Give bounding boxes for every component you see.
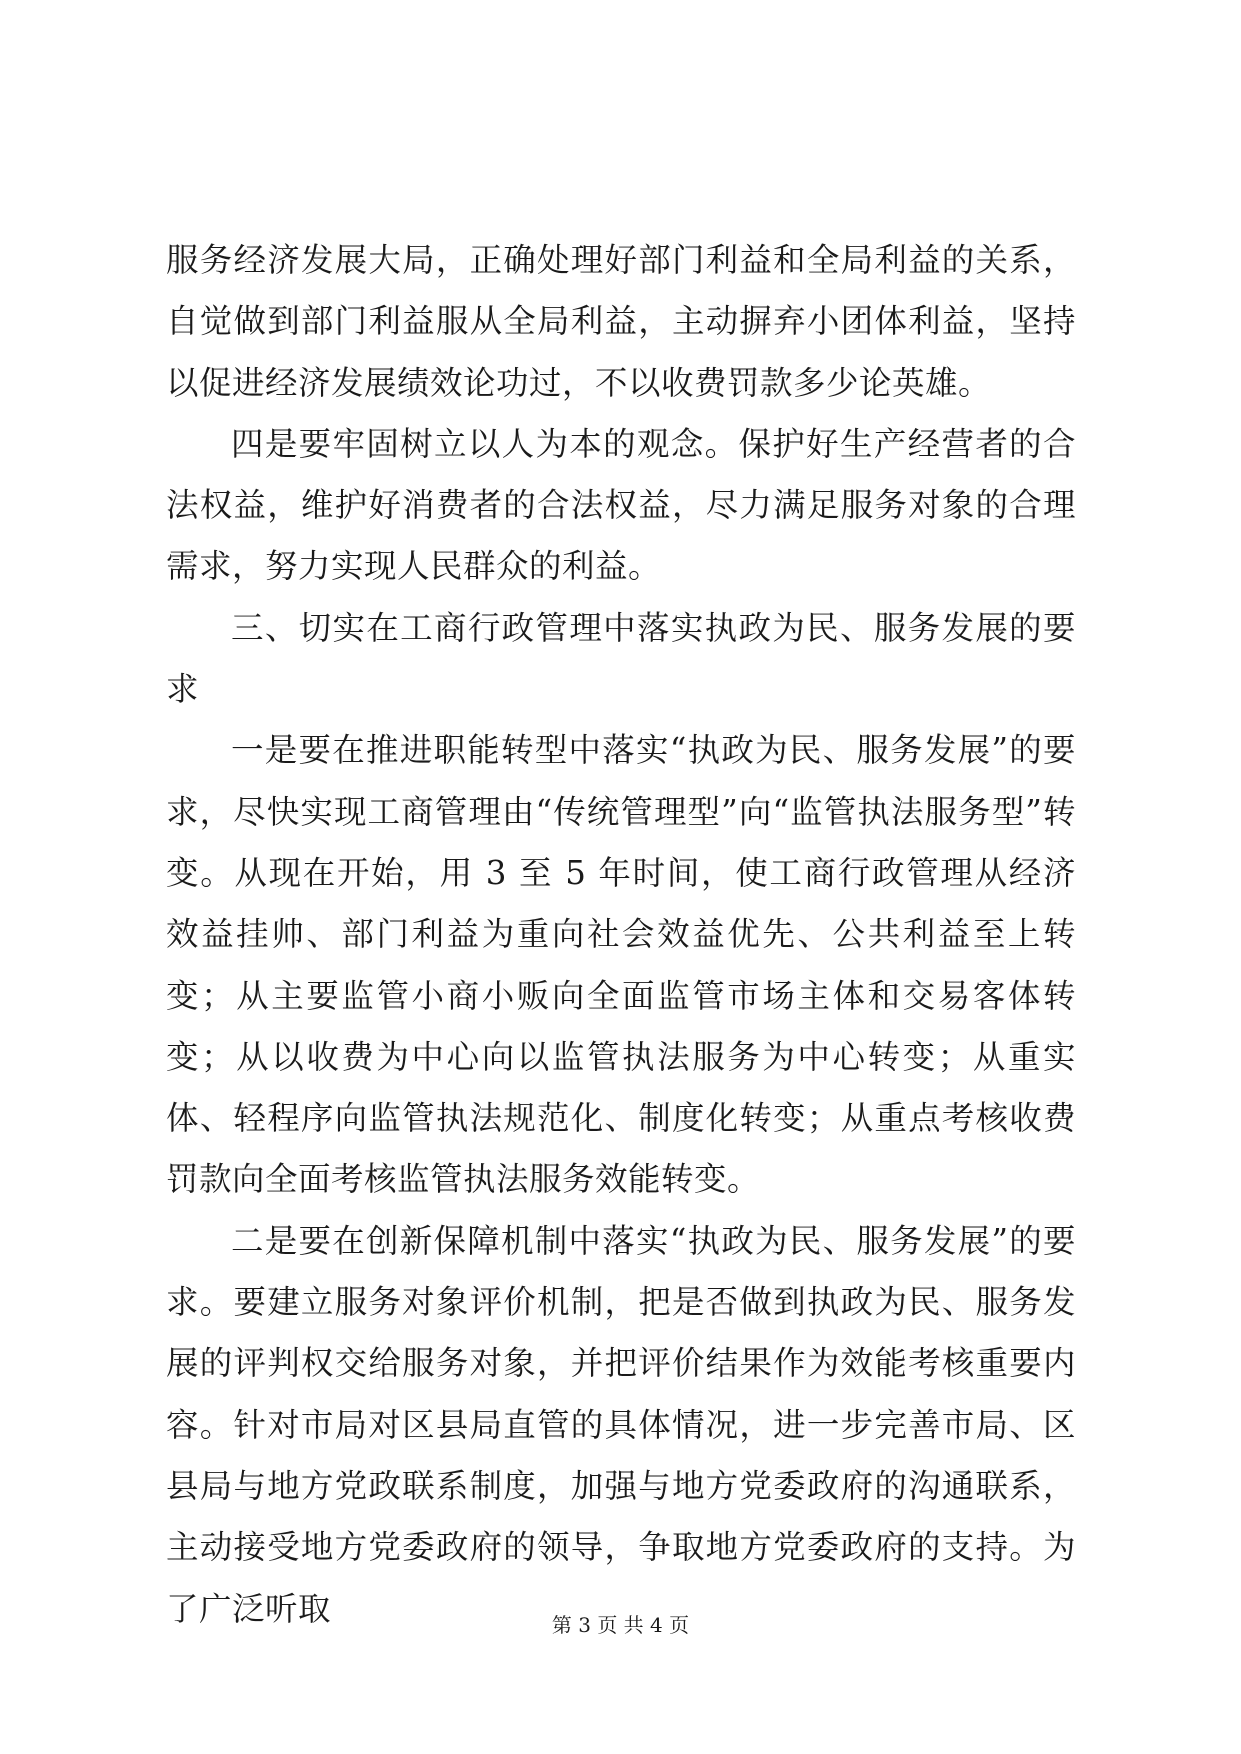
paragraph-point-two: 二是要在创新保障机制中落实“执政为民、服务发展”的要求。要建立服务对象评价机制，把是否做到执政为民、服务发展的评判权交给服务对象，并把评价结果作为效能考核重要内容。针对市局对区县局直管的具体情况，进一步完善市局、区县局与地方党政联系制度，加强与地方党委政府的沟通联系，主动接受地方党委政府的领导，争取地方党委政府的支持。为了广泛听取 xyxy=(166,1221,1076,1628)
section-heading-three: 三、切实在工商行政管理中落实执政为民、服务发展的要求 xyxy=(166,608,1076,709)
page-number-label: 第 3 页 共 4 页 xyxy=(551,1613,690,1637)
paragraph-point-one: 一是要在推进职能转型中落实“执政为民、服务发展”的要求，尽快实现工商管理由“传统管理型”向“监管执法服务型”转变。从现在开始，用 3 至 5 年时间，使工商行政管理从经济效益挂帅、部门利益为重向社会效益优先、公共利益至上转变；从主要监管小商小贩向全面监管市场主体和交易客体转变；从以收费为中心向以监管执法服务为中心转变；从重实体、轻程序向监管执法规范化、制度化转变；从重点考核收费罚款向全面考核监管执法服务效能转变。 xyxy=(166,731,1076,1199)
page-footer xyxy=(0,1612,1241,1638)
document-body xyxy=(166,230,1076,1640)
paragraph-point-four: 四是要牢固树立以人为本的观念。保护好生产经营者的合法权益，维护好消费者的合法权益，尽力满足服务对象的合理需求，努力实现人民群众的利益。 xyxy=(166,424,1076,586)
paragraph-continuation: 服务经济发展大局，正确处理好部门利益和全局利益的关系，自觉做到部门利益服从全局利益，主动摒弃小团体利益，坚持以促进经济发展绩效论功过，不以收费罚款多少论英雄。 xyxy=(166,241,1076,402)
